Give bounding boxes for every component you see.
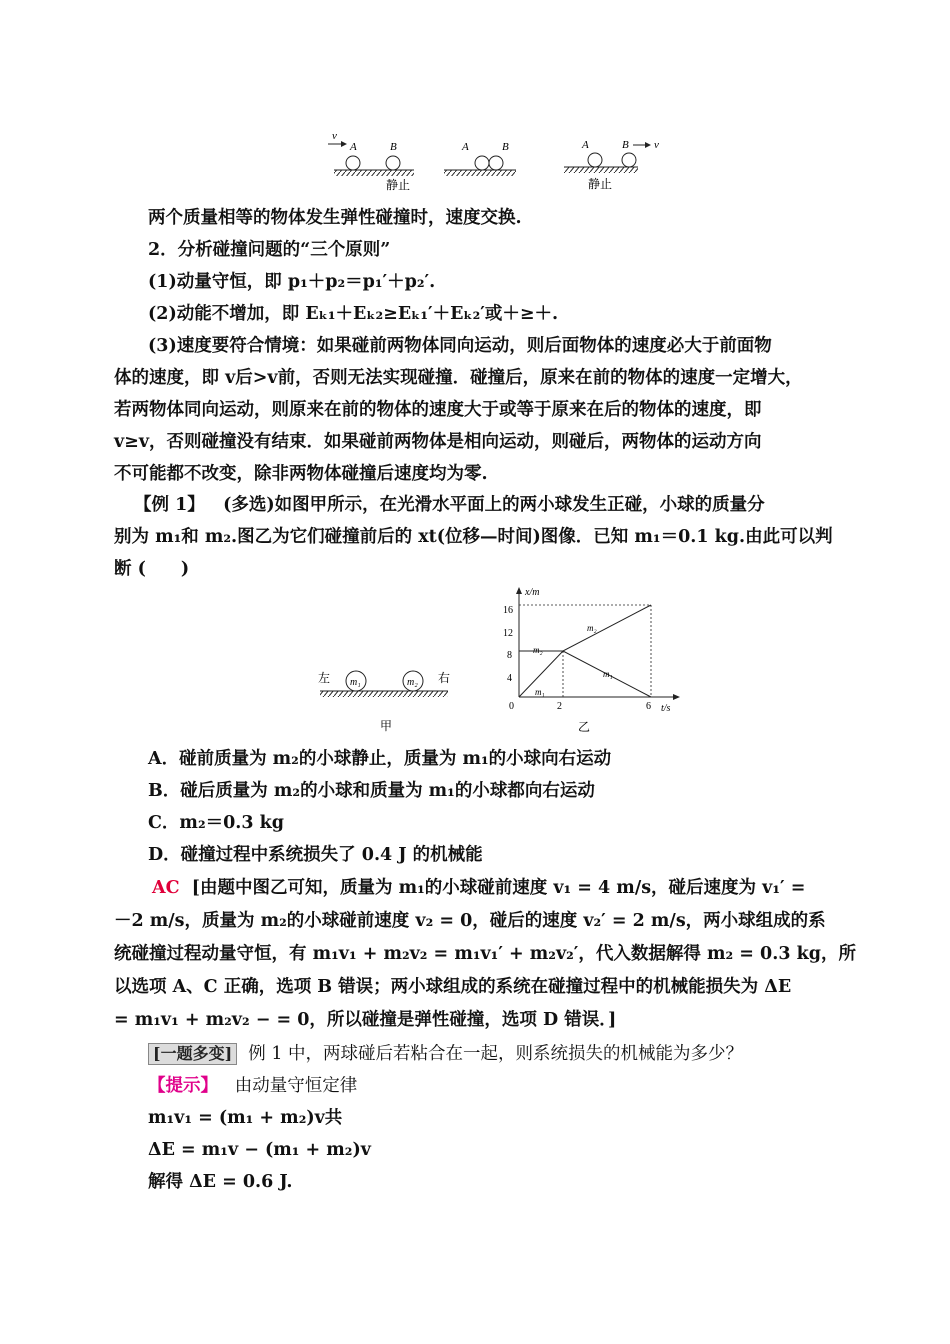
figure-jia-caption: 甲 bbox=[380, 719, 393, 733]
hint-line bbox=[148, 1074, 357, 1098]
ball-b bbox=[386, 156, 400, 170]
y-axis-label: x/m bbox=[525, 587, 540, 598]
answer-key: AC bbox=[152, 878, 180, 898]
y-tick-4: 4 bbox=[507, 673, 512, 684]
result-line: 解得 ΔE = 0.6 J. bbox=[148, 1172, 293, 1192]
principle-velocity-line3: 若两物体同向运动，则原来在前的物体的速度大于或等于原来在后的物体的速度，即 bbox=[114, 400, 762, 420]
ball-b-label: B bbox=[622, 139, 629, 151]
ball-a bbox=[346, 156, 360, 170]
ball-m1-label: m₁ bbox=[350, 677, 361, 688]
variant-question: 例 1 中，两球碰后若粘合在一起，则系统损失的机械能为多少？ bbox=[248, 1044, 744, 1064]
y-tick-8: 8 bbox=[507, 650, 512, 661]
ball-a bbox=[588, 153, 602, 167]
option-b: B．碰后质量为 m₂的小球和质量为 m₁的小球都向右运动 bbox=[148, 781, 595, 801]
principle-velocity-line2: 体的速度，即 v后>v前，否则无法实现碰撞．碰撞后，原来在前的物体的速度一定增大， bbox=[114, 368, 803, 388]
label-m2-after: m₂ bbox=[587, 623, 597, 633]
ball-b-label: B bbox=[390, 141, 397, 153]
answer-line5: = m₁v₁ + m₂v₂ − = 0，所以碰撞是弹性碰撞，选项 D 错误．] bbox=[114, 1010, 617, 1030]
option-d: D．碰撞过程中系统损失了 0.4 J 的机械能 bbox=[148, 845, 483, 865]
principle-velocity-line4: v≥v，否则碰撞没有结束．如果碰前两物体是相向运动，则碰后，两物体的运动方向 bbox=[114, 432, 762, 452]
rest-label-2: 静止 bbox=[588, 177, 613, 191]
rest-label-1: 静止 bbox=[386, 178, 411, 192]
variant-question-line bbox=[148, 1042, 743, 1066]
label-m1-before: m₁ bbox=[535, 687, 545, 697]
section-heading-three-principles: 2．分析碰撞问题的“三个原则” bbox=[148, 240, 391, 260]
collision-panel-contact bbox=[444, 141, 516, 176]
label-m2-before: m₂ bbox=[533, 645, 543, 655]
ball-a bbox=[475, 156, 489, 170]
label-right: 右 bbox=[438, 671, 451, 685]
answer-line4: 以选项 A、C 正确，选项 B 错误；两小球组成的系统在碰撞过程中的机械能损失为 ΔE bbox=[114, 977, 792, 997]
example-1-line2: 别为 m₁和 m₂.图乙为它们碰撞前后的 xt(位移—时间)图像．已知 m₁＝0.1 kg.由此可以判 bbox=[114, 527, 833, 547]
hint-tag: 【提示】 bbox=[148, 1076, 218, 1096]
velocity-label: v bbox=[332, 130, 337, 142]
ball-b bbox=[489, 156, 503, 170]
equation-energy-loss: ΔE = m₁v − (m₁ + m₂)v bbox=[148, 1140, 371, 1160]
x-tick-0: 0 bbox=[509, 701, 514, 712]
answer-text: [由题中图乙可知，质量为 m₁的小球碰前速度 v₁ = 4 m/s，碰后速度为 v₁′ = bbox=[191, 878, 806, 898]
x-tick-6: 6 bbox=[646, 701, 651, 712]
example-tag: 【例 1】 bbox=[134, 495, 205, 515]
velocity-label: v bbox=[654, 139, 659, 151]
variant-tag: [一题多变] bbox=[148, 1043, 237, 1065]
paragraph-elastic-exchange: 两个质量相等的物体发生弹性碰撞时，速度交换. bbox=[148, 208, 522, 228]
principle-velocity-line1: (3)速度要符合情境：如果碰前两物体同向运动，则后面物体的速度必大于前面物 bbox=[148, 336, 772, 356]
answer-line3: 统碰撞过程动量守恒，有 m₁v₁ + m₂v₂ = m₁v₁′ + m₂v₂′，代入数据解得 m₂ = 0.3 kg，所 bbox=[114, 944, 856, 964]
principle-momentum: (1)动量守恒，即 p₁＋p₂＝p₁′＋p₂′. bbox=[148, 272, 436, 292]
collision-panel-before bbox=[328, 130, 414, 192]
y-tick-12: 12 bbox=[503, 628, 513, 639]
figure-yi-caption: 乙 bbox=[578, 720, 591, 734]
option-a: A．碰前质量为 m₂的小球静止，质量为 m₁的小球向右运动 bbox=[148, 749, 612, 769]
principle-energy: (2)动能不增加，即 Eₖ₁＋Eₖ₂≥Eₖ₁′＋Eₖ₂′或＋≥＋. bbox=[148, 304, 559, 324]
ball-a-label: A bbox=[582, 139, 589, 151]
principle-velocity-line5: 不可能都不改变，除非两物体碰撞后速度均为零. bbox=[114, 464, 488, 484]
example-text: (多选)如图甲所示，在光滑水平面上的两小球发生正碰，小球的质量分 bbox=[223, 495, 765, 515]
ball-b-label: B bbox=[502, 141, 509, 153]
label-m1-after: m₁ bbox=[603, 669, 613, 679]
figure-jia bbox=[314, 660, 454, 740]
answer-line1 bbox=[152, 876, 805, 900]
figure-yi-xt-chart bbox=[495, 585, 685, 740]
hint-text: 由动量守恒定律 bbox=[234, 1076, 358, 1096]
example-1-line3: 断 ( ) bbox=[114, 559, 190, 579]
option-c: C．m₂＝0.3 kg bbox=[148, 813, 285, 833]
ball-m2-label: m₂ bbox=[407, 677, 418, 688]
collision-diagram bbox=[320, 130, 670, 200]
label-left: 左 bbox=[318, 671, 331, 685]
y-tick-16: 16 bbox=[503, 605, 513, 616]
equation-momentum: m₁v₁ = (m₁ + m₂)v共 bbox=[148, 1108, 343, 1128]
example-1-line1 bbox=[134, 493, 765, 517]
ball-a-label: A bbox=[350, 141, 357, 153]
ball-a-label: A bbox=[462, 141, 469, 153]
answer-line2: －2 m/s，质量为 m₂的小球碰前速度 v₂ = 0，碰后的速度 v₂′ = 2 m/s，两小球组成的系 bbox=[114, 911, 826, 931]
x-tick-2: 2 bbox=[557, 701, 562, 712]
collision-panel-after bbox=[564, 139, 659, 191]
x-axis-label: t/s bbox=[661, 703, 671, 714]
ball-b bbox=[622, 153, 636, 167]
